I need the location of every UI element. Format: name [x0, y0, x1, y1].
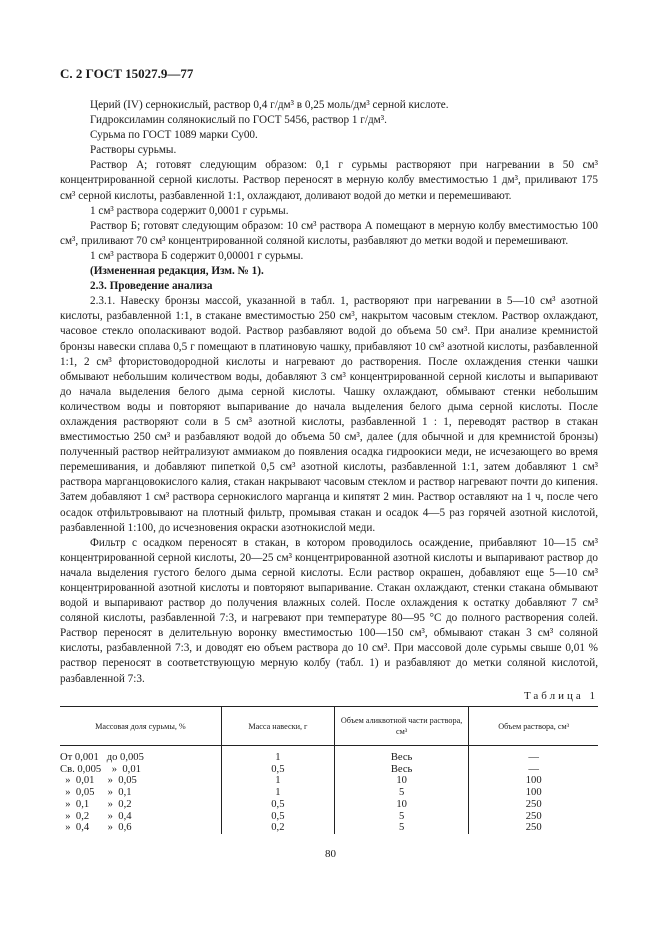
- paragraph: Раствор Б; готовят следующим образом: 10 см³ раствора А помещают в мерную колбу вместимостью 100 см³, приливают 70 см³ концентрированной соляной кислоты, разбавляют до метки водой и перемешивают.: [60, 219, 598, 247]
- table-cell: 100: [469, 787, 598, 799]
- table-cell: Весь: [334, 746, 469, 764]
- table-cell: 0,5: [221, 764, 334, 776]
- page-header: С. 2 ГОСТ 15027.9—77: [60, 66, 194, 81]
- paragraph: Церий (IV) сернокислый, раствор 0,4 г/дм³ в 0,25 моль/дм³ серной кислоте.: [90, 99, 449, 111]
- table-cell: » 0,05 » 0,1: [60, 787, 132, 799]
- table-cell: —: [469, 764, 598, 776]
- table-cell: 0,2: [221, 822, 334, 834]
- section-heading: 2.3. Проведение анализа: [90, 280, 213, 293]
- column-header: Объем аликвотной части раствора, см³: [334, 707, 469, 746]
- table-cell: 0,5: [221, 811, 334, 823]
- column-header: Объем раствора, см³: [469, 707, 598, 746]
- paragraph: 2.3.1. Навеску бронзы массой, указанной в табл. 1, растворяют при нагревании в 5—10 см³ азотной кислоты, разбавленной 1:1, в стакане вместимостью 250 см³, накрытом часовым стеклом. Раствор охлаждают, часовое стекло ополаскивают водой. Раствор разбавляют водой до объема 50 см³. При анализе кремнистой бронзы навески сплава 0,5 г помещают в платиновую чашку, прибавляют 10 см³ азотной кислоты, разбавленной 1:1, 2 см³ фтористоводородной кислоты и нагревают до растворения. После охлаждения стенки чашки обмывают небольшим количеством воды, добавляют 3 см³ концентрированной серной кислоты и выпаривают до начала выделения белого дыма серной кислоты. Чашку охлаждают, обмывают стенки небольшим количеством воды и повторяют выпаривание до начала выделения белого дыма серной кислоты. После охлаждения растворяют соли в 5 см³ азотной кислоты, разбавленной 1 : 1, переводят раствор в стакан вместимостью 250 см³ и разбавляют водой до объема 50 см³, далее (для обычной и для кремнистой бронзы) полученный раствор нейтрализуют аммиаком до появления осадка гидроокиси меди, не исчезающего во время перемешивания, и добавляют пипеткой 0,5 см³ азотной кислоты, разбавленной 1:1, затем добавляют 1 см³ раствора марганцовокислого калия, стакан накрывают часовым стеклом и раствор нагревают почти до кипения. Затем добавляют 1 см³ раствора сернокислого марганца и кипятят 2 мин. Раствор оставляют на 1 ч, после чего осадок отфильтровывают на плотный фильтр, промывая стакан и осадок 4—5 раз горячей азотной кислотой, разбавленной 1:100, до исчезновения окраски азотнокислой меди.: [60, 295, 598, 534]
- paragraph: 1 см³ раствора Б содержит 0,00001 г сурьмы.: [90, 249, 304, 262]
- paragraph: Сурьма по ГОСТ 1089 марки Су00.: [90, 129, 258, 142]
- table-row: [60, 811, 598, 823]
- table-row: [60, 787, 598, 799]
- amendment-note: (Измененная редакция, Изм. № 1).: [90, 265, 264, 278]
- table-cell: 250: [469, 822, 598, 834]
- paragraph: Гидроксиламин солянокислый по ГОСТ 5456, раствор 1 г/дм³.: [90, 114, 387, 127]
- table-cell: 5: [334, 822, 469, 834]
- column-header: Масса навески, г: [221, 707, 334, 746]
- table-cell: 1: [221, 787, 334, 799]
- table-caption: Таблица 1: [523, 690, 598, 702]
- table-cell: Весь: [334, 764, 469, 776]
- table-cell: 10: [334, 775, 469, 787]
- table-cell: Св. 0,005 » 0,01: [60, 763, 141, 775]
- table-cell: » 0,4 » 0,6: [60, 822, 132, 834]
- table-cell: 100: [469, 775, 598, 787]
- table-cell: 0,5: [221, 799, 334, 811]
- paragraph: Раствор А; готовят следующим образом: 0,1 г сурьмы растворяют при нагревании в 50 см³ концентрированной серной кислоты. Раствор переносят в мерную колбу вместимостью 1 дм³, приливают 175 см³ серной кислоты, разбавленной 1:1, охлаждают, доливают водой до метки и перемешивают.: [60, 159, 598, 202]
- page-number: 80: [325, 848, 336, 860]
- table-row: [60, 822, 598, 834]
- table-cell: 1: [221, 746, 334, 764]
- table-cell: » 0,1 » 0,2: [60, 798, 132, 810]
- paragraph: Фильтр с осадком переносят в стакан, в котором проводилось осаждение, прибавляют 10—15 см³ концентрированной серной кислоты, 20—25 см³ концентрированной азотной кислоты и выпаривают раствор до начала выделения густого белого дыма серной кислоты. Если раствор окрашен, добавляют еще 5—10 см³ концентрированной азотной кислоты и повторяют выпаривание. Стакан охлаждают, стенки стакана обмывают водой и выпаривают раствор до получения влажных солей. После охлаждения к остатку добавляют 7 см³ соляной кислоты, разбавленной 7:3, и нагревают при температуре 80—95 °С до полного растворения солей. Раствор переносят в делительную воронку вместимостью 100—150 см³, обмывают стакан 3 см³ соляной кислоты, разбавленной 7:3, и доводят ею объем раствора до 10 см³. При массовой доле сурьмы свыше 0,01 % раствор переносят в соответствующую мерную колбу (табл. 1) и разбавляют до метки соляной кислотой, разбавленной 7:3.: [60, 536, 598, 685]
- table-cell: 250: [469, 811, 598, 823]
- table-cell: 10: [334, 799, 469, 811]
- table-cell: 1: [221, 775, 334, 787]
- table-cell: » 0,2 » 0,4: [60, 810, 132, 822]
- paragraph: Растворы сурьмы.: [90, 144, 177, 157]
- table-cell: —: [469, 746, 598, 764]
- column-header: Массовая доля сурьмы, %: [60, 707, 221, 746]
- table-row: [60, 764, 598, 776]
- table-row: [60, 799, 598, 811]
- paragraph: 1 см³ раствора содержит 0,0001 г сурьмы.: [90, 204, 289, 217]
- table-cell: От 0,001 до 0,005: [60, 752, 144, 763]
- document-body: [60, 98, 598, 687]
- table-cell: 250: [469, 799, 598, 811]
- table-row: [60, 746, 598, 764]
- table-header-row: [60, 707, 598, 746]
- table-cell: 5: [334, 811, 469, 823]
- table-cell: » 0,01 » 0,05: [60, 775, 137, 787]
- table-row: [60, 775, 598, 787]
- table-cell: 5: [334, 787, 469, 799]
- antimony-table: [60, 706, 598, 834]
